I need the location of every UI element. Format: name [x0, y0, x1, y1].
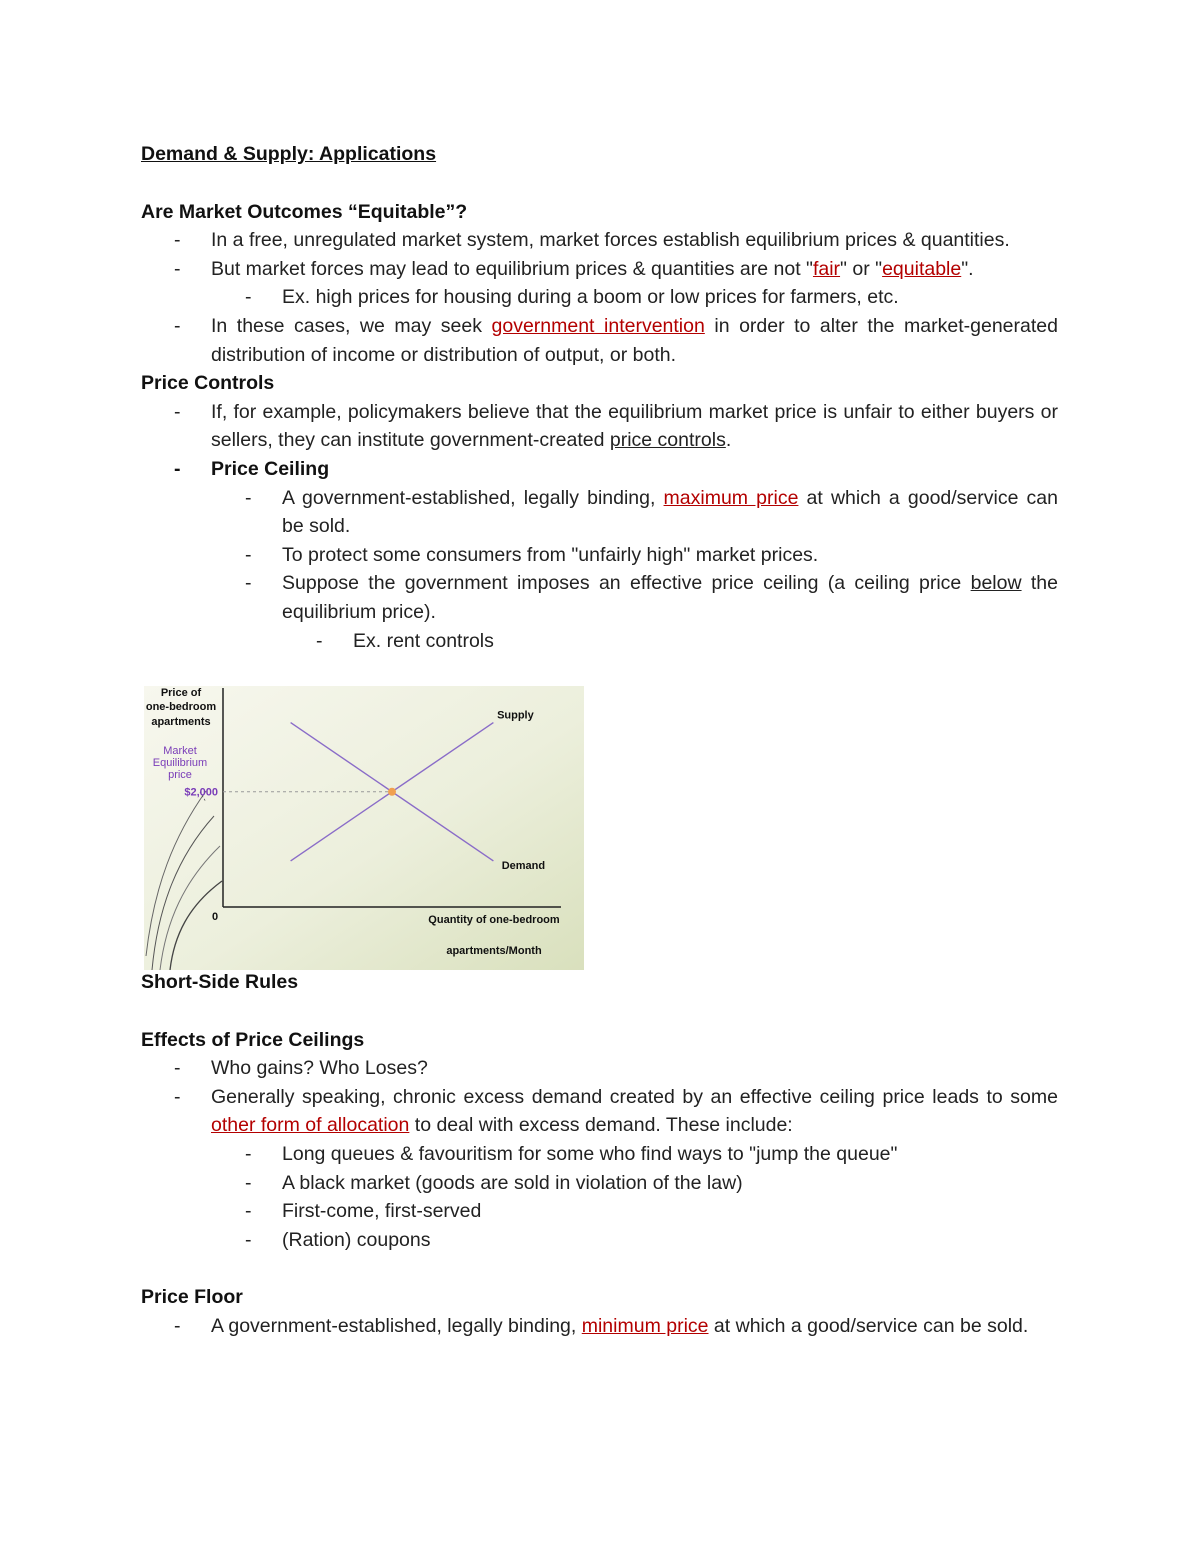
annotation-line-2: Equilibrium — [152, 757, 208, 769]
list-item-text: First-come, first-served — [282, 1200, 482, 1223]
list-item — [141, 1197, 1058, 1226]
price-ceiling-chart — [144, 686, 584, 970]
section-heading-price-controls: Price Controls — [141, 372, 275, 395]
xlabel-line-1: Quantity of one-bedroom — [428, 914, 560, 926]
bullet-dash: - — [174, 400, 181, 423]
list-item-text: To protect some consumers from "unfairly high" market prices. — [282, 543, 819, 566]
bullet-dash: - — [245, 1228, 252, 1251]
list-item — [141, 1140, 1058, 1169]
highlight-minimum-price: minimum price — [581, 1315, 709, 1338]
ylabel-line-2: one-bedroom — [145, 701, 217, 713]
list-item — [141, 255, 1058, 284]
equilibrium-point — [388, 788, 396, 796]
highlight-government-intervention: government intervention — [491, 314, 705, 337]
document-title: Demand & Supply: Applications — [141, 143, 437, 165]
list-item-text: at which a good/service can be sold. — [708, 1315, 1029, 1338]
list-item-text: " or " — [840, 257, 883, 280]
bullet-dash: - — [174, 257, 181, 280]
section-heading-price-floor: Price Floor — [141, 1286, 243, 1309]
bullet-dash: - — [174, 1085, 181, 1108]
list-item-text: In these cases, we may seek — [211, 314, 492, 337]
list-item — [141, 569, 1058, 626]
list-item — [141, 1054, 1058, 1083]
legend-supply-label: Supply — [497, 709, 534, 722]
bullet-dash: - — [245, 286, 252, 309]
list-item-price-ceiling — [141, 455, 1058, 484]
list-item — [141, 226, 1058, 255]
legend-demand-label: Demand — [501, 859, 546, 872]
bullet-dash: - — [245, 572, 252, 595]
section-heading-equitable: Are Market Outcomes “Equitable”? — [141, 200, 468, 223]
list-item-text: in order to alter the market-generated distribution of income or distribution of output, or both. — [211, 314, 1058, 366]
section-heading-short-side: Short-Side Rules — [141, 971, 299, 994]
list-item-text: Long queues & favouritism for some who find ways to "jump the queue" — [282, 1143, 898, 1166]
list-item — [141, 1226, 1058, 1255]
ylabel-line-1: Price of — [160, 687, 202, 699]
list-item — [141, 398, 1058, 455]
list-item-text: Generally speaking, chronic excess demand created by an effective ceiling price leads to some — [211, 1085, 1058, 1108]
list-item-text: at which a good/service can be sold. — [282, 486, 1058, 538]
bullet-dash: - — [174, 1315, 181, 1338]
list-item-text: A government-established, legally binding, — [211, 1315, 582, 1338]
bullet-dash: - — [245, 1200, 252, 1223]
underline-price-controls: price controls — [609, 429, 726, 452]
bullet-dash: - — [174, 314, 181, 337]
list-item-text: Who gains? Who Loses? — [211, 1057, 428, 1080]
list-item — [141, 1312, 1058, 1341]
bullet-dash: - — [245, 486, 252, 509]
bullet-dash: - — [245, 1143, 252, 1166]
highlight-other-allocation: other form of allocation — [211, 1114, 410, 1137]
list-item-text: If, for example, policymakers believe that the equilibrium market price is unfair to either buyers or sellers, they can institute government-created — [211, 400, 1058, 452]
list-item-text: (Ration) coupons — [282, 1228, 431, 1251]
xlabel-line-2: apartments/Month — [446, 945, 542, 957]
list-item-text: A government-established, legally binding, — [282, 486, 664, 509]
annotation-line-1: Market — [163, 745, 197, 757]
highlight-fair: fair — [812, 257, 841, 280]
section-heading-effects: Effects of Price Ceilings — [141, 1028, 365, 1051]
highlight-equitable: equitable — [882, 257, 962, 280]
list-item — [141, 541, 1058, 570]
highlight-maximum-price: maximum price — [663, 486, 799, 509]
list-item-text: ". — [961, 257, 974, 280]
list-item — [141, 484, 1058, 541]
origin-label: 0 — [211, 911, 219, 923]
list-item-text: the equilibrium price). — [282, 572, 1058, 623]
bullet-dash: - — [316, 629, 323, 652]
list-item — [141, 283, 1058, 312]
list-item — [141, 627, 1058, 656]
ylabel-line-3: apartments — [151, 716, 211, 728]
subheading-price-ceiling: Price Ceiling — [211, 457, 330, 480]
list-item-text: In a free, unregulated market system, market forces establish equilibrium prices & quantities. — [211, 229, 1010, 252]
list-item-text: But market forces may lead to equilibrium prices & quantities are not " — [211, 257, 813, 280]
list-item-text: to deal with excess demand. These include: — [409, 1114, 793, 1137]
bullet-dash: - — [174, 457, 181, 480]
list-item-text: Suppose the government imposes an effective price ceiling (a ceiling price — [282, 572, 971, 595]
bullet-dash: - — [174, 229, 181, 252]
list-item-text: A black market (goods are sold in violation of the law) — [282, 1171, 743, 1194]
chart-svg — [144, 686, 584, 970]
underline-below: below — [970, 572, 1022, 595]
list-item-text: Ex. rent controls — [353, 629, 494, 652]
bullet-dash: - — [174, 1057, 181, 1080]
equilibrium-price-label: $2,000 — [184, 786, 218, 799]
list-item — [141, 1169, 1058, 1198]
bullet-dash: - — [245, 543, 252, 566]
annotation-line-3: price — [168, 769, 192, 781]
list-item-text: Ex. high prices for housing during a boom or low prices for farmers, etc. — [282, 286, 899, 309]
list-item — [141, 1083, 1058, 1140]
bullet-dash: - — [245, 1171, 252, 1194]
chart-background — [144, 686, 584, 970]
list-item — [141, 312, 1058, 369]
list-item-text: . — [725, 429, 732, 452]
